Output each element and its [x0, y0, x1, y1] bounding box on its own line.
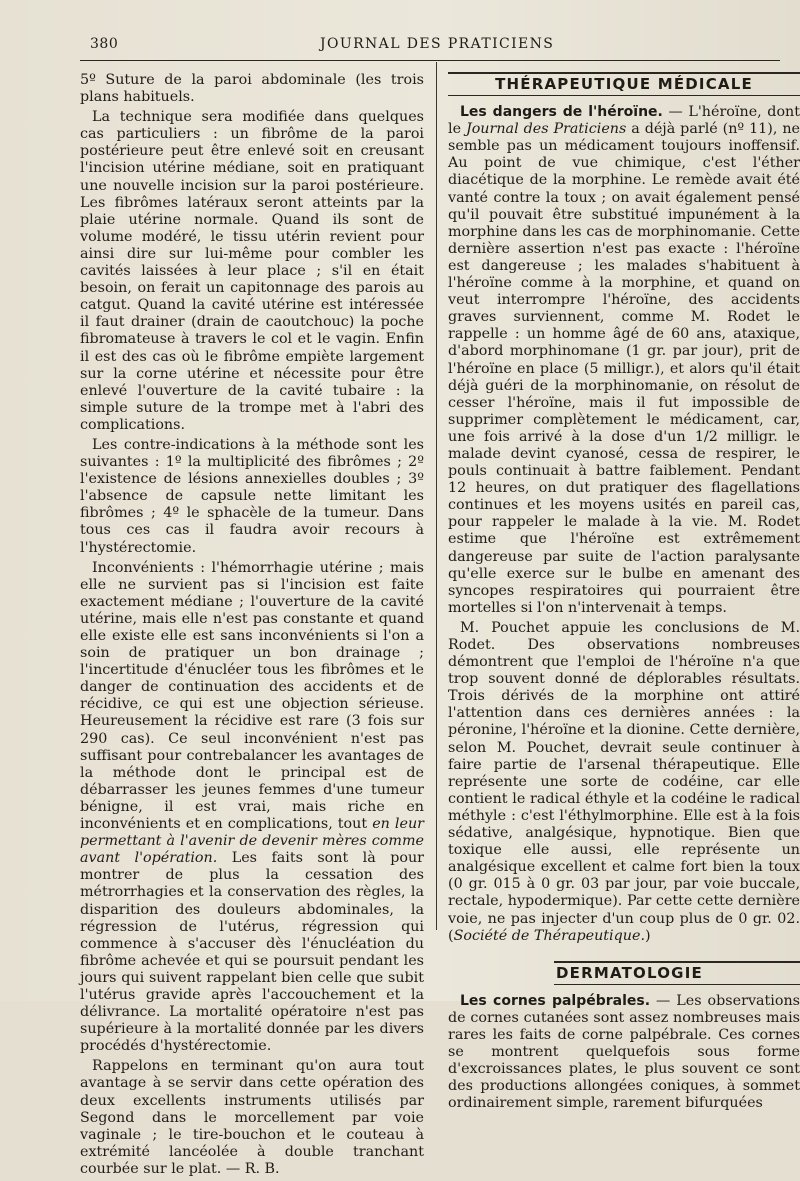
- article-text: — Les observations de cornes cutanées sont assez nombreuses mais rares les faits de corne palpébrale. Ces cornes se montrent quelquefois sous forme d'excroissances plates, le plus souvent ce sont des productions allongées coniques, à sommet ordinairement simple, rarement bifurquées: [448, 992, 800, 1112]
- paragraph-text: ): [645, 927, 651, 944]
- paragraph: Les contre-indications à la méthode sont les suivantes : 1º la multiplicité des fibrômes ; 2º l'existence de lésions annexielles doubles ; 3º l'absence de capsule nette limitant les fibrômes ; 4º le sphacèle de la tumeur. Dans tous ces cas il faudra avoir recours à l'hystérectomie.: [80, 436, 424, 556]
- article-text: a déjà parlé (nº 11), ne semble pas un médicament toujours inoffensif. Au point de vue chimique, c'est l'éther diacétique de la morphine. Le remède avait été vanté contre la toux ; on avait également pensé qu'il pouvait être substitué impunément à la morphine dans les cas de morphinomanie. Cette dernière assertion n'est pas exacte : l'héroïne est dangereuse ; les malades s'habituent à l'héroïne comme à la morphine, et quand on veut interrompre l'héroïne, des accidents graves surviennent, comme M. Rodet le rappelle : un homme âgé de 60 ans, ataxique, d'abord morphinomane (1 gr. par jour), prit de l'héroïne en place (5 milligr.), et alors qu'il était déjà guéri de la morphinomanie, on résolut de cesser l'héroïne, mais il fut impossible de supprimer complètement le médicament, car, une fois arrivé à la dose d'un 1/2 milligr. le malade devint cyanosé, cessa de respirer, le pouls continuait à battre faiblement. Pendant 12 heures, on dut pratiquer des flagellations continues et les moyens usités en pareil cas, pour rappeler le malade à la vie. M. Rodet estime que l'héroïne est extrêmement dangereuse par suite de l'action paralysante qu'elle exerce sur le bulbe en amenant des syncopes respiratoires qui pourraient être mortelles si l'on n'intervenait à temps.: [448, 121, 800, 616]
- journal-reference: Journal des Praticiens: [465, 121, 627, 138]
- column-divider: [436, 62, 437, 930]
- article-title: Les cornes palpébrales.: [460, 992, 651, 1009]
- paragraph: La technique sera modifiée dans quelques cas particuliers : un fibrôme de la paroi postérieure peut être enlevé soit en creusant l'incision utérine médiane, soit en pratiquant une nouvelle incision sur la paroi postérieure. Les fibrômes latéraux seront atteints par la plaie utérine normale. Quand ils sont de volume modéré, le tissu utérin revient pour ainsi dire sur lui-même pour combler les cavités laissées à leur place ; s'il en était besoin, on ferait un capitonnage des parois au catgut. Quand la cavité utérine est intéressée il faut drainer (drain de caoutchouc) la poche fibromateuse à travers le col et le vagin. Enfin il est des cas où le fibrôme empiète largement sur la corne utérine et nécessite pour être enlevé l'ouverture de la cavité tubaire : la simple suture de la trompe met à l'abri des complications.: [80, 109, 424, 433]
- paragraph-italic: en leur permettant à l'avenir de devenir mères comme avant l'opération.: [80, 816, 425, 867]
- paragraph: 5º Suture de la paroi abdominale (les trois plans habituels.: [80, 72, 424, 106]
- right-column: [448, 72, 800, 1115]
- left-column: [80, 72, 424, 1181]
- section-title-therapeutique: THÉRAPEUTIQUE MÉDICALE: [448, 72, 800, 96]
- page-number: 380: [90, 36, 119, 52]
- paragraph-text: M. Pouchet appuie les conclusions de M. Rodet. Des observations nombreuses démontrent que l'emploi de l'héroïne n'a que trop souvent donné de déplorables résultats. Trois dérivés de la morphine ont attiré l'attention dans ces dernières années : la péronine, l'héroïne et la dionine. Cette dernière, selon M. Pouchet, devrait seule continuer à faire partie de l'arsenal thérapeutique. Elle représente une sorte de codéine, car elle contient le radical éthyle et la codéine le radical méthyle : c'est l'éthylmorphine. Elle est à la fois sédative, analgésique, hypnotique. Bien que toxique elle aussi, elle représente un analgésique excellent et calme fort bien la toux (0 gr. 015 à 0 gr. 03 par jour, par voie buccale, rectale, hypodermique). Par cette cette dernière voie, ne pas injecter d'un coup plus de 0 gr. 02. (: [448, 619, 800, 944]
- section-title-dermatologie: DERMATOLOGIE: [554, 961, 800, 985]
- journal-title: JOURNAL DES PRATICIENS: [320, 36, 555, 52]
- paragraph: [80, 560, 424, 1056]
- article-text: — L'héroïne, dont le: [448, 104, 800, 138]
- paragraph: Rappelons en terminant qu'on aura tout avantage à se servir dans cette opération des deux excellents instruments utilisés par Segond dans le morcellement par voie vaginale ; le tire-bouchon et le couteau à extrémité lancéolée à double tranchant courbée sur le plat. — R. B.: [80, 1058, 424, 1177]
- source-reference: Société de Thérapeutique.: [453, 927, 645, 944]
- paragraph: [448, 620, 800, 945]
- paragraph-text: Les faits sont là pour montrer de plus la cessation des métrorrhagies et la conservation des règles, la disparition des douleurs abdominales, la régression de l'utérus, régression qui commence à s'accuser dès l'énucléation du fibrôme achevée et qui se poursuit pendant les jours qui suivent rappelant bien celle que subit l'utérus gravide après l'accouchement et la délivrance. La mortalité opératoire n'est pas supérieure à la mortalité donnée par les divers procédés d'hystérectomie.: [80, 850, 424, 1055]
- article-cornes: [448, 993, 800, 1113]
- header-rule: [80, 60, 780, 61]
- article-heroine: [448, 104, 800, 617]
- paragraph-text: Inconvénients : l'hémorrhagie utérine ; mais elle ne survient pas si l'incision est faite exactement médiane ; l'ouverture de la cavité utérine, mais elle n'est pas constante et quand elle existe elle est sans inconvénients si l'on a soin de pratiquer un bon drainage ; l'incertitude d'énucléer tous les fibrômes et le danger de continuation des accidents et de récidive, ce qui est une objection sérieuse. Heureusement la récidive est rare (3 fois sur 290 cas). Ce seul inconvénient n'est pas suffisant pour contrebalancer les avantages de la méthode dont le principal est de débarrasser les jeunes femmes d'une tumeur bénigne, il est vrai, mais riche en inconvénients et en complications, tout: [80, 559, 424, 833]
- article-title: Les dangers de l'héroïne.: [460, 104, 663, 121]
